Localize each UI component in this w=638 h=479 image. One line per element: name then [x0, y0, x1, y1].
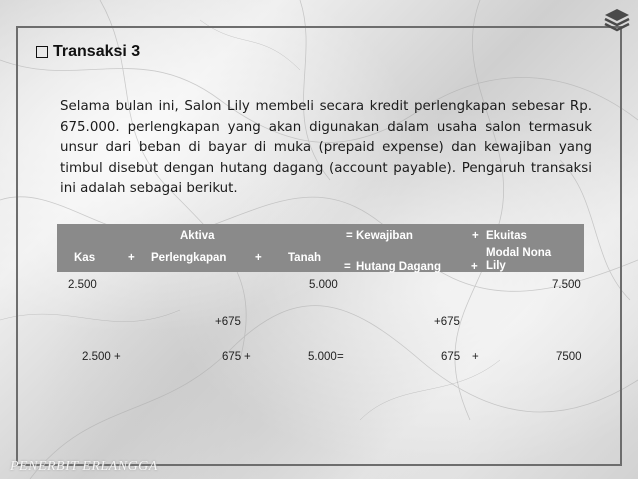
- row3-plus-2: +: [244, 351, 251, 363]
- checkbox-bullet-icon: [36, 46, 48, 58]
- header-plus-2: +: [255, 252, 262, 264]
- header-perlengkapan: Perlengkapan: [151, 252, 227, 264]
- row3-plus-1: +: [114, 351, 121, 363]
- row2-hutang: +675: [434, 316, 460, 328]
- header-modal-line-1: Modal Nona: [486, 247, 552, 259]
- row3-tanah: 5.000: [308, 351, 337, 363]
- row1-kas: 2.500: [68, 279, 97, 291]
- header-modal-line-2: Lily: [486, 260, 506, 272]
- row2-perlengkapan: +675: [215, 316, 241, 328]
- section-title: [36, 43, 140, 61]
- row3-hutang: 675: [441, 351, 461, 363]
- header-aktiva: Aktiva: [180, 230, 215, 242]
- header-tanah: Tanah: [288, 252, 322, 264]
- header-kas: Kas: [74, 252, 96, 264]
- row3-plus-3: +: [472, 351, 479, 363]
- section-title-text: Transaksi 3: [53, 43, 141, 60]
- header-plus-1: +: [128, 252, 135, 264]
- header-ekuitas: Ekuitas: [486, 230, 527, 242]
- header-hutang-dagang: Hutang Dagang: [356, 261, 441, 273]
- row3-modal: 7500: [556, 351, 582, 363]
- header-equals-2: =: [344, 261, 351, 273]
- transaction-description: Selama bulan ini, Salon Lily membeli secara kredit perlengkapan sebesar Rp. 675.000. perlengkapan yang akan digunakan dalam usaha salon termasuk unsur dari beban di bayar di muka (prepaid expense) dan kewajiban yang timbul disebut dengan hutang dagang (account payable). Pengaruh transaksi ini adalah sebagai berikut.: [60, 99, 592, 196]
- row3-equals: =: [337, 351, 344, 363]
- publisher-footer: PENERBIT ERLANGGA: [10, 459, 158, 474]
- book-stack-icon: [602, 6, 632, 32]
- header-equals: =: [346, 230, 353, 242]
- row1-tanah: 5.000: [309, 279, 338, 291]
- row3-kas: 2.500: [82, 351, 111, 363]
- header-kewajiban: Kewajiban: [356, 230, 413, 242]
- row3-perlengkapan: 675: [222, 351, 242, 363]
- header-plus: +: [472, 230, 479, 242]
- row1-modal: 7.500: [552, 279, 581, 291]
- header-plus-3: +: [471, 261, 478, 273]
